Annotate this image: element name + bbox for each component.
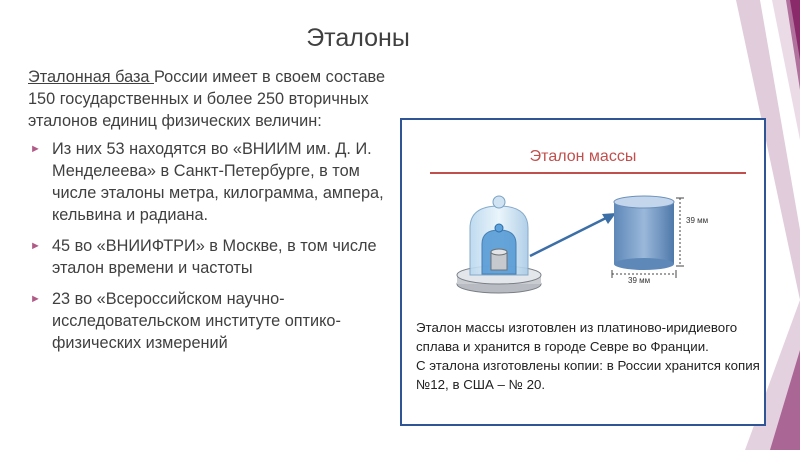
arrow-bullet-icon: ► xyxy=(30,143,41,155)
caption-line: С эталона изготовлены копии: в России хранится копия xyxy=(416,358,760,373)
slide-body xyxy=(28,66,400,363)
figure-illustration xyxy=(402,120,764,310)
dimension-width-label: 39 мм xyxy=(628,276,651,285)
bullet-list xyxy=(28,138,400,354)
figure-caption xyxy=(416,318,761,394)
bullet-item xyxy=(28,138,400,226)
bullet-item xyxy=(28,288,400,354)
intro-text: России имеет в своем составе 150 государственных и более 250 вторичных эталонов единиц физических величин: xyxy=(28,68,386,130)
dimension-height-label: 39 мм xyxy=(686,216,709,225)
bullet-item xyxy=(28,235,400,279)
figure-title: Эталон массы xyxy=(529,148,637,165)
cylinder-icon xyxy=(614,196,674,270)
caption-line: Эталон массы изготовлен из платиново-иридиевого xyxy=(416,320,738,335)
bullet-text: Из них 53 находятся во «ВНИИМ им. Д. И. Менделеева» в Санкт-Петербурге, в том числе эталоны метра, килограмма, ампера, кельвина и радиана. xyxy=(52,140,384,224)
bullet-text: 23 во «Всероссийском научно-исследовательском институте оптико-физических измерений xyxy=(52,290,341,352)
slide-title: Эталоны xyxy=(306,24,410,52)
bell-jar-icon xyxy=(457,196,541,293)
arrow-bullet-icon: ► xyxy=(30,293,41,305)
caption-line: №12, в США – № 20. xyxy=(416,377,546,392)
intro-underlined-text: Эталонная база xyxy=(28,68,155,86)
arrow-bullet-icon: ► xyxy=(30,240,41,252)
intro-paragraph xyxy=(28,66,400,132)
mass-standard-figure xyxy=(400,118,766,426)
bullet-text: 45 во «ВНИИФТРИ» в Москве, в том числе эталон времени и частоты xyxy=(52,237,377,277)
caption-line: сплава и хранится в городе Севре во Франции. xyxy=(416,339,709,354)
